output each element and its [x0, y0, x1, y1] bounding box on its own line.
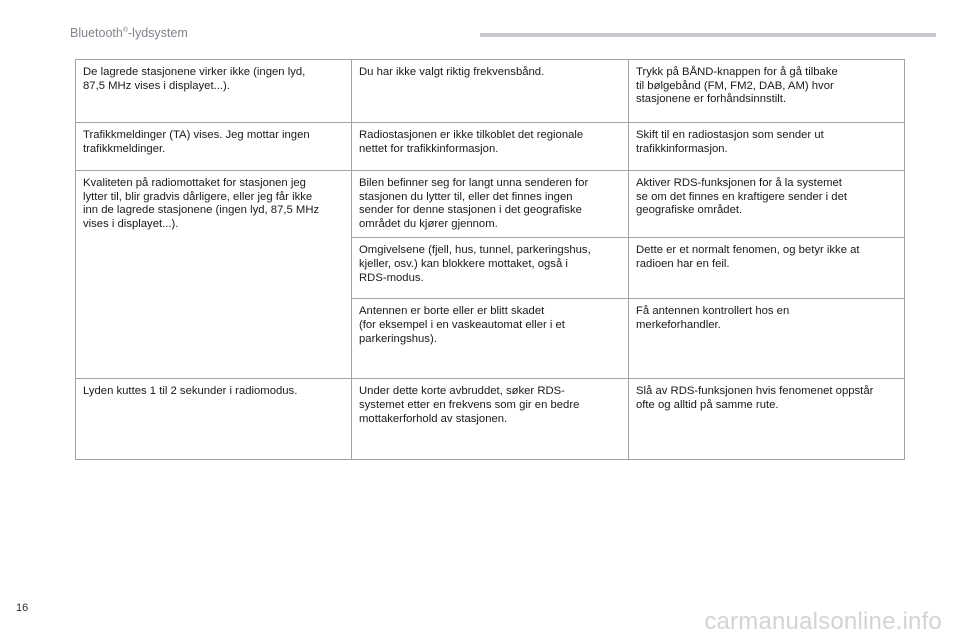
cause-cell: Under dette korte avbruddet, søker RDS- systemet etter en frekvens som gir en bedre mottakerforhold av stasjonen. [352, 379, 629, 460]
troubleshooting-table [75, 59, 905, 460]
table-row [76, 171, 905, 238]
solution-cell: Slå av RDS-funksjonen hvis fenomenet oppstår ofte og alltid på samme rute. [629, 379, 905, 460]
cause-cell: Radiostasjonen er ikke tilkoblet det regionale nettet for trafikkinformasjon. [352, 123, 629, 171]
registered-mark: ® [122, 26, 128, 34]
problem-cell: Trafikkmeldinger (TA) vises. Jeg mottar ingen trafikkmeldinger. [76, 123, 352, 171]
problem-cell: Kvaliteten på radiomottaket for stasjonen jeg lytter til, blir gradvis dårligere, eller jeg får ikke inn de lagrede stasjonene (ingen lyd, 87,5 MHz vises i displayet...). [76, 171, 352, 379]
header-divider-bar [480, 33, 936, 37]
table-row [76, 60, 905, 123]
watermark-text: carmanualsonline.info [704, 608, 942, 635]
solution-cell: Aktiver RDS-funksjonen for å la systemet se om det finnes en kraftigere sender i det geografiske området. [629, 171, 905, 238]
cause-cell: Antennen er borte eller er blitt skadet (for eksempel i en vaskeautomat eller i et parkeringshus). [352, 299, 629, 379]
header-title-pre: Bluetooth [70, 26, 123, 40]
cause-cell: Bilen befinner seg for langt unna senderen for stasjonen du lytter til, eller det finnes ingen sender for denne stasjonen i det geografiske området du kjører gjennom. [352, 171, 629, 238]
solution-cell: Trykk på BÅND-knappen for å gå tilbake til bølgebånd (FM, FM2, DAB, AM) hvor stasjonene er forhåndsinnstilt. [629, 60, 905, 123]
cause-cell: Du har ikke valgt riktig frekvensbånd. [352, 60, 629, 123]
solution-cell: Få antennen kontrollert hos en merkeforhandler. [629, 299, 905, 379]
table-row [76, 379, 905, 460]
problem-cell: De lagrede stasjonene virker ikke (ingen lyd, 87,5 MHz vises i displayet...). [76, 60, 352, 123]
section-header [70, 26, 188, 40]
problem-cell: Lyden kuttes 1 til 2 sekunder i radiomodus. [76, 379, 352, 460]
page-number: 16 [16, 602, 29, 614]
solution-cell: Skift til en radiostasjon som sender ut trafikkinformasjon. [629, 123, 905, 171]
solution-cell: Dette er et normalt fenomen, og betyr ikke at radioen har en feil. [629, 238, 905, 299]
header-title-post: -lydsystem [128, 26, 188, 40]
cause-cell: Omgivelsene (fjell, hus, tunnel, parkeringshus, kjeller, osv.) kan blokkere mottaket, også i RDS-modus. [352, 238, 629, 299]
table-row [76, 123, 905, 171]
